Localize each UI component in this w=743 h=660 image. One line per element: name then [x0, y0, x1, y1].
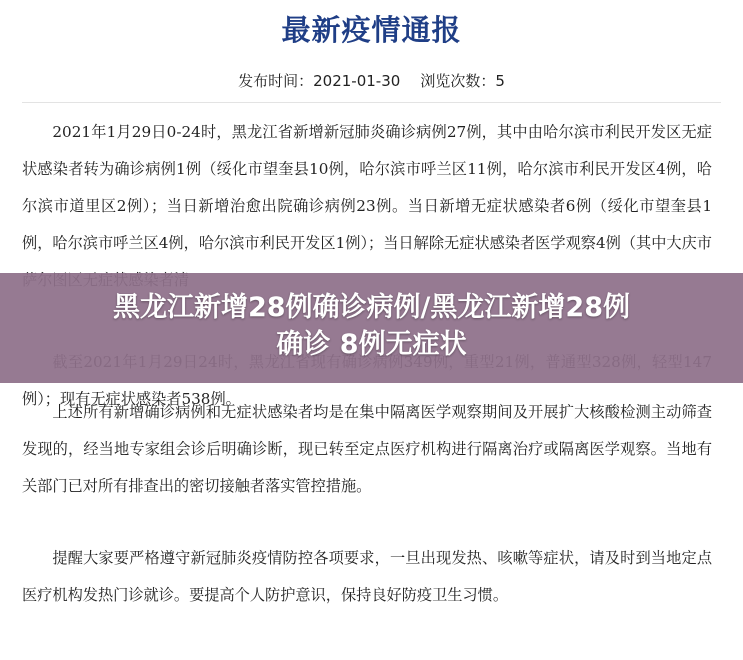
paragraph-reminder: 提醒大家要严格遵守新冠肺炎疫情防控各项要求，一旦出现发热、咳嗽等症状，请及时到当地定点医疗机构发热门诊就诊。要提高个人防护意识，保持良好防疫卫生习惯。 [22, 549, 712, 604]
banner-line-1: 黑龙江新增28例确诊病例/黑龙江新增28例 [112, 292, 630, 323]
views-label: 浏览次数： [420, 72, 496, 90]
headline-banner-text [0, 289, 743, 363]
publish-date: 2021-01-30 [313, 72, 401, 90]
article-meta [0, 70, 743, 91]
page-title: 最新疫情通报 [281, 13, 462, 47]
publish-label: 发布时间： [238, 72, 314, 90]
divider [22, 102, 721, 103]
paragraph-totals: 例）；现有无症状感染者538例。 [22, 390, 241, 408]
banner-line-2: 确诊 8例无症状 [276, 329, 467, 360]
views-count: 5 [495, 72, 505, 90]
paragraph-detection: 上述所有新增确诊病例和无症状感染者均是在集中隔离医学观察期间及开展扩大核酸检测主动筛查发现的，经当地专家组会诊后明确诊断，现已转至定点医疗机构进行隔离治疗或隔离医学观察。当地有关部门已对所有排查出的密切接触者落实管控措施。 [22, 403, 712, 495]
paragraph-case-report: 2021年1月29日0-24时，黑龙江省新增新冠肺炎确诊病例27例，其中由哈尔滨市利民开发区无症状感染者转为确诊病例1例（绥化市望奎县10例，哈尔滨市呼兰区11例，哈尔滨市利民开发区4例，哈尔滨市道里区2例）；当日新增治愈出院确诊病例23例。当日新增无症状感染者6例（绥化市望奎县1例，哈尔滨市呼兰区4例，哈尔滨市利民开发区1例）；当日解除无症状感染者医学观察4例（其中大庆市 [22, 123, 712, 252]
